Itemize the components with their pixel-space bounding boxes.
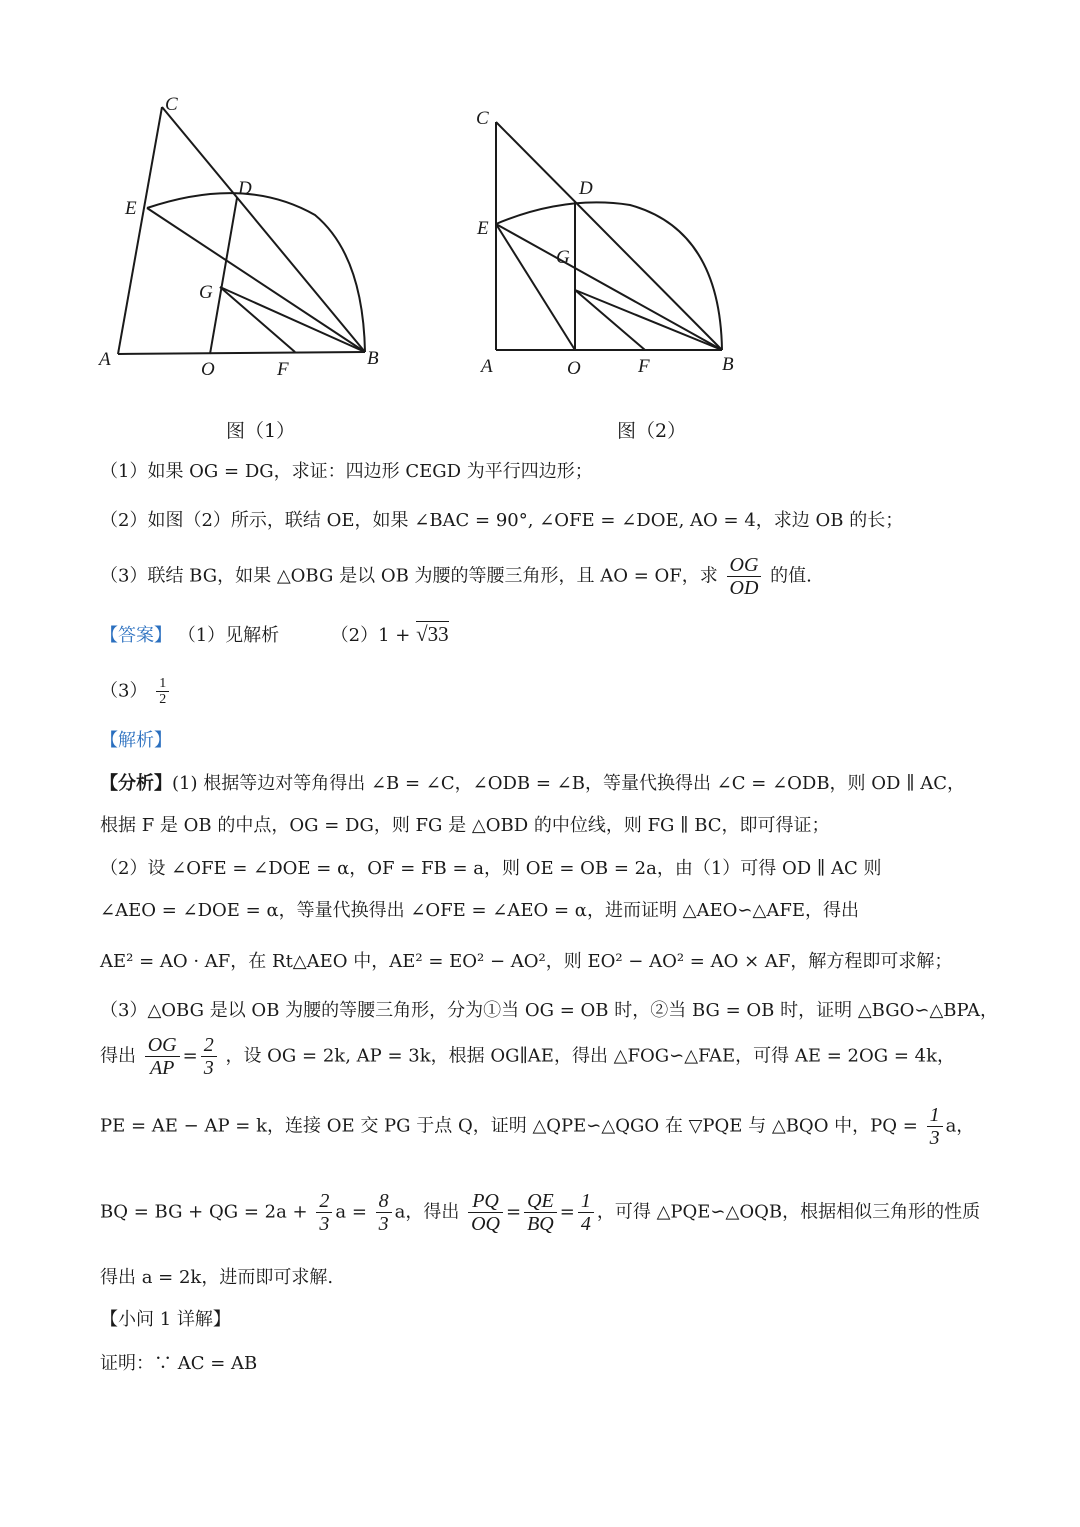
analysis-line-8 xyxy=(100,1104,974,1149)
fraction-og-ap xyxy=(145,1034,180,1079)
sqrt-value: 33 xyxy=(427,622,449,646)
analysis-text: a = xyxy=(335,1201,367,1223)
fraction-numerator: 8 xyxy=(376,1190,392,1213)
seg-GB xyxy=(575,290,722,350)
label-G: G xyxy=(556,247,570,268)
label-G: G xyxy=(199,282,213,303)
equals-sign: = xyxy=(182,1045,198,1067)
analysis-line-9 xyxy=(100,1190,980,1235)
fraction-denominator: 3 xyxy=(378,1213,389,1235)
seg-CB xyxy=(496,122,722,350)
question-3-fraction xyxy=(727,554,762,599)
answer-3-line xyxy=(100,676,172,707)
seg-GB xyxy=(220,287,365,352)
analysis-tag: 【解析】 xyxy=(100,730,172,751)
label-B: B xyxy=(722,354,734,375)
seg-GF xyxy=(220,287,295,352)
seg-AC xyxy=(118,107,162,354)
question-3 xyxy=(100,554,812,599)
answer-1: （1）见解析 xyxy=(177,625,280,646)
seg-EO xyxy=(496,224,575,350)
fraction-denominator: 3 xyxy=(929,1127,940,1149)
fraction-denominator: BQ xyxy=(527,1213,554,1235)
question-1: （1）如果 OG = DG，求证：四边形 CEGD 为平行四边形； xyxy=(100,461,593,482)
answer-2: （2）1 + xyxy=(330,625,411,646)
label-F: F xyxy=(277,359,289,380)
answer-tag: 【答案】 xyxy=(100,625,172,646)
fraction-numerator: 1 xyxy=(156,676,169,692)
fraction-numerator: QE xyxy=(524,1190,557,1213)
figure-2 xyxy=(470,100,760,380)
arc-EB xyxy=(147,193,365,352)
figure-1 xyxy=(95,90,395,380)
fraction-numerator: PQ xyxy=(468,1190,503,1213)
analysis-text: BQ = BG + QG = 2a + xyxy=(100,1201,308,1223)
fraction-qe-bq xyxy=(524,1190,557,1235)
answer-3: （3） xyxy=(100,680,148,702)
figure-2-caption: 图（2） xyxy=(617,420,687,442)
fraction-denominator: 2 xyxy=(159,692,167,707)
fraction-1-4 xyxy=(578,1190,594,1235)
fraction-2-3 xyxy=(201,1034,217,1079)
fraction-denominator: OQ xyxy=(471,1213,500,1235)
proof-line: 证明：∵ AC = AB xyxy=(100,1353,258,1374)
sub-question-1-tag: 【小问 1 详解】 xyxy=(100,1309,231,1330)
label-C: C xyxy=(165,94,178,115)
label-O: O xyxy=(201,359,215,380)
fraction-1-3 xyxy=(927,1104,943,1149)
fraction-numerator: 1 xyxy=(927,1104,943,1127)
label-D: D xyxy=(238,178,252,199)
analysis-text: (1) 根据等边对等角得出 ∠B = ∠C，∠ODB = ∠B，等量代换得出 ∠C = ∠ODB，则 OD ∥ AC， xyxy=(172,773,965,794)
analysis-line-4: ∠AEO = ∠DOE = α，等量代换得出 ∠OFE = ∠AEO = α，进而证明 △AEO∽△AFE，得出 xyxy=(100,900,859,921)
analysis-line-2: 根据 F 是 OB 的中点，OG = DG，则 FG 是 △OBD 的中位线，则 FG ∥ BC，即可得证； xyxy=(100,815,830,836)
label-A: A xyxy=(99,349,111,370)
analysis-subtag: 【分析】 xyxy=(100,773,172,794)
analysis-line-7 xyxy=(100,1034,955,1079)
question-3-text: （3）联结 BG，如果 △OBG 是以 OB 为腰的等腰三角形，且 AO = OF，求 xyxy=(100,565,718,587)
label-E: E xyxy=(125,198,137,219)
label-A: A xyxy=(481,356,493,377)
fraction-denominator: AP xyxy=(149,1057,175,1079)
analysis-line-5: AE² = AO · AF，在 Rt△AEO 中，AE² = EO² − AO²，则 EO² − AO² = AO × AF，解方程即可求解； xyxy=(100,951,953,972)
fraction-denominator: OD xyxy=(729,577,759,599)
label-D: D xyxy=(579,178,593,199)
equals-sign: = xyxy=(506,1201,522,1223)
label-F: F xyxy=(638,356,650,377)
analysis-text: ，可得 △PQE∽△OQB，根据相似三角形的性质 xyxy=(596,1201,981,1223)
analysis-line-1 xyxy=(100,772,965,796)
label-C: C xyxy=(476,108,489,129)
analysis-text: PE = AE − AP = k，连接 OE 交 PG 于点 Q，证明 △QPE∽△QGO 在 ▽PQE 与 △BQO 中，PQ = xyxy=(100,1115,918,1137)
analysis-text: 得出 xyxy=(100,1045,136,1067)
equals-sign: = xyxy=(559,1201,575,1223)
label-B: B xyxy=(367,348,379,369)
analysis-text: ，设 OG = 2k, AP = 3k，根据 OG∥AE，得出 △FOG∽△FAE，可得 AE = 2OG = 4k， xyxy=(225,1045,955,1067)
analysis-text: a，得出 xyxy=(394,1201,460,1223)
question-2: （2）如图（2）所示，联结 OE，如果 ∠BAC = 90°, ∠OFE = ∠DOE, AO = 4，求边 OB 的长； xyxy=(100,510,904,531)
figure-1-caption: 图（1） xyxy=(226,420,296,442)
fraction-numerator: OG xyxy=(727,554,762,577)
fraction-pq-oq xyxy=(468,1190,503,1235)
fraction-denominator: 3 xyxy=(203,1057,214,1079)
seg-GF xyxy=(575,290,645,350)
fraction-8-3 xyxy=(376,1190,392,1235)
seg-AB xyxy=(118,352,365,354)
fraction-denominator: 3 xyxy=(319,1213,330,1235)
fraction-denominator: 4 xyxy=(580,1213,591,1235)
answer-3-fraction xyxy=(156,676,169,707)
seg-CB xyxy=(162,107,365,352)
answer-2-sqrt: √33 xyxy=(416,622,449,646)
label-O: O xyxy=(567,358,581,379)
answer-line xyxy=(100,622,449,648)
seg-EB xyxy=(147,208,365,352)
analysis-line-6: （3）△OBG 是以 OB 为腰的等腰三角形，分为①当 OG = OB 时，②当 BG = OB 时，证明 △BGO∽△BPA， xyxy=(100,1000,998,1021)
fraction-numerator: 1 xyxy=(578,1190,594,1213)
analysis-text: a， xyxy=(945,1115,975,1137)
seg-OD xyxy=(210,198,237,354)
fraction-numerator: OG xyxy=(145,1034,180,1057)
seg-EB xyxy=(496,224,722,350)
fraction-numerator: 2 xyxy=(201,1034,217,1057)
fraction-2-3 xyxy=(316,1190,332,1235)
fraction-numerator: 2 xyxy=(316,1190,332,1213)
analysis-line-10: 得出 a = 2k，进而即可求解. xyxy=(100,1267,334,1288)
label-E: E xyxy=(477,218,489,239)
question-3-tail: 的值. xyxy=(770,565,812,587)
analysis-line-3: （2）设 ∠OFE = ∠DOE = α，OF = FB = a，则 OE = OB = 2a，由（1）可得 OD ∥ AC 则 xyxy=(100,858,882,879)
